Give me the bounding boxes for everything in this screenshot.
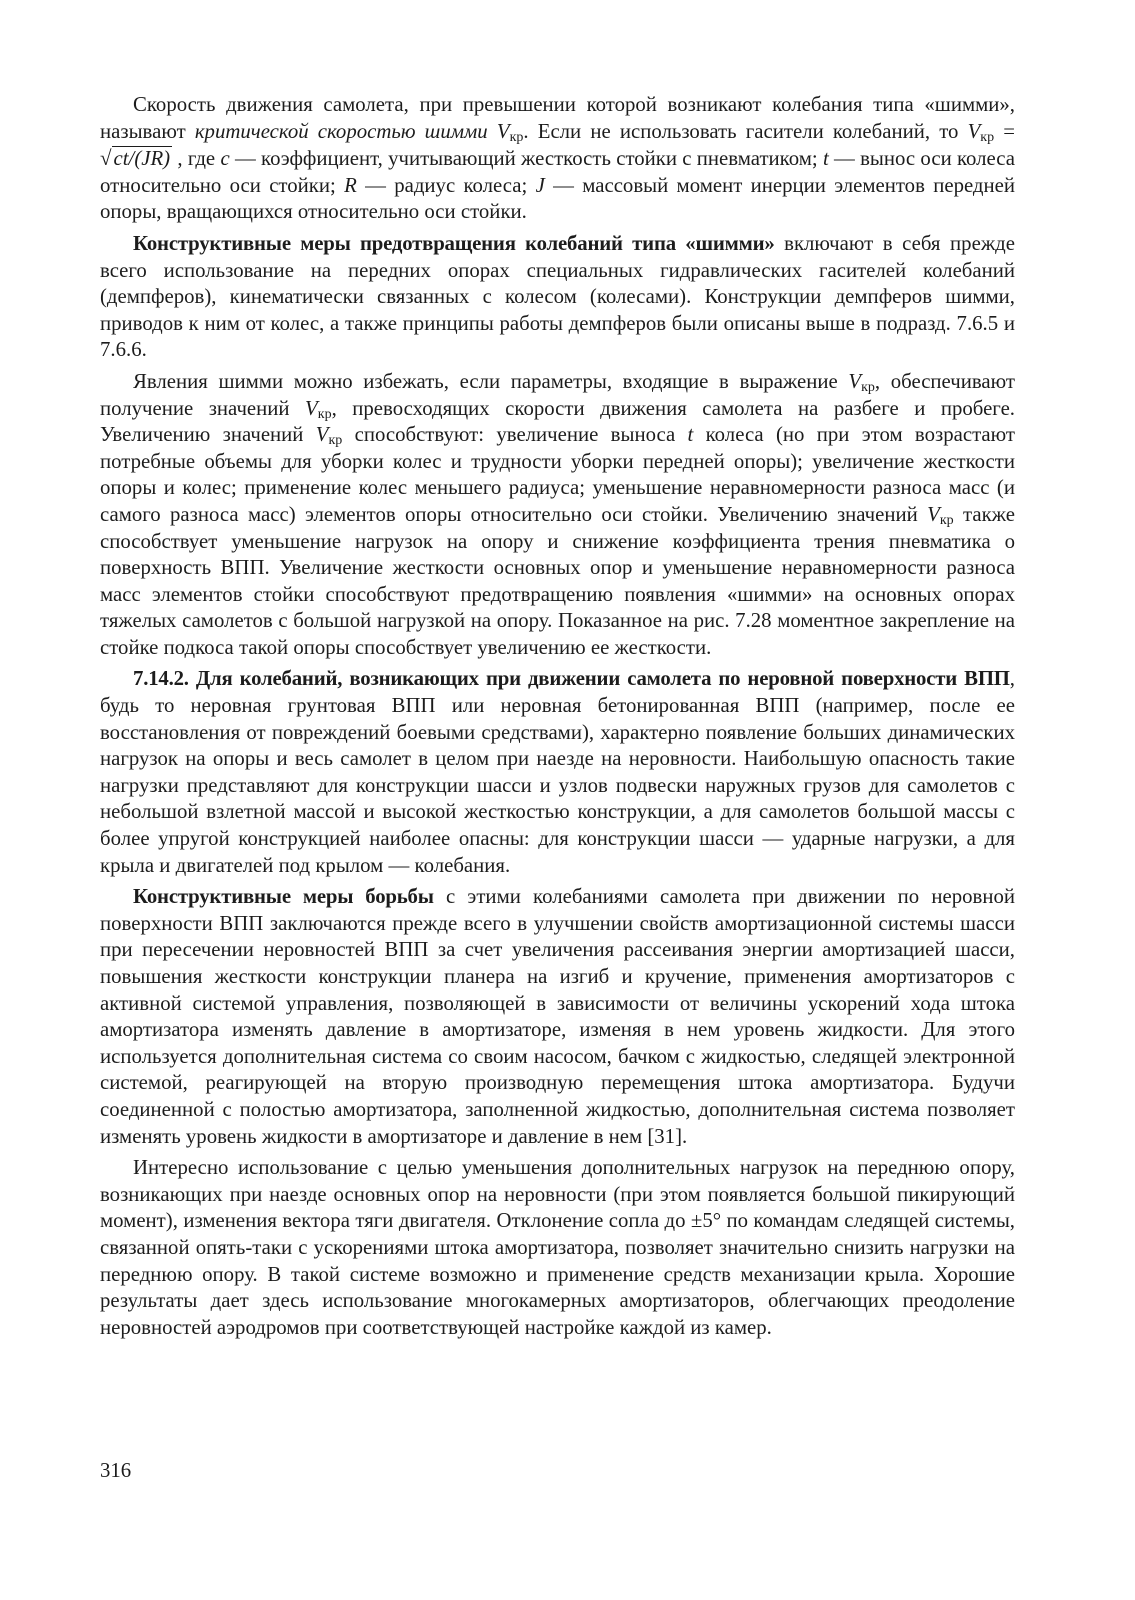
- symbol-v: V: [967, 119, 981, 143]
- symbol-t: t: [687, 423, 694, 447]
- subscript-kr: кр: [861, 379, 875, 395]
- paragraph-shimmy-measures: [100, 231, 1015, 364]
- symbol-v: V: [305, 396, 318, 420]
- paragraph-thrust-vector: [100, 1155, 1015, 1341]
- text-span: — радиус колеса;: [356, 173, 536, 197]
- symbol-r: R: [344, 173, 357, 197]
- text-span: Интересно использование с целью уменьшения дополнительных нагрузок на переднюю опору, возникающих при наезде основных опор на неровности (при этом появляется большой пикирующий момент), изменения вектора тяги двигателя. Отклонение сопла до ±5° по командам следящей системы, связанной опять-таки с ускорениями штока амортизатора, позволяет значительно снизить нагрузки на переднюю опору. В такой системе возможно и применение средств механизации крыла. Хорошие результаты дает здесь использование многокамерных амортизаторов, облегчающих преодоление неровностей аэродромов при соответствующей настройке каждой из камер.: [100, 1156, 1015, 1339]
- text-span: Явления шимми можно избежать, если параметры, входящие в выражение: [133, 369, 849, 393]
- text-span: включают в себя прежде всего использование на передних опорах специальных гидравлических гасителей колебаний (демпферов), кинематически связанных с колесом (колесами). Конструкции демпферов шимми, приводов к ним от колес, а также принципы работы демпферов были описаны выше в подразд. 7.6.5 и 7.6.6.: [100, 231, 1015, 362]
- sqrt-radicand: ct/(JR): [113, 147, 171, 171]
- text-span: =: [994, 119, 1015, 143]
- sqrt-formula: [100, 147, 172, 170]
- text-span: , будь то неровная грунтовая ВПП или неровная бетонированная ВПП (например, после ее восстановления от повреждений боевыми средствами), характерно появление больших динамических нагрузок на опоры и весь самолет в целом при наезде на неровности. Наибольшую опасность такие нагрузки представляют для конструкции шасси и узлов подвески наружных грузов для самолетов с небольшой взлетной массой и высокой жесткостью конструкции, а для самолетов большой массы с более упругой конструкцией наиболее опасны: для конструкции шасси — ударные нагрузки, а для крыла и двигателей под крылом — колебания.: [100, 667, 1015, 877]
- text-span: способствуют: увеличение выноса: [342, 423, 688, 447]
- italic-term: критической скоростью шимми: [194, 119, 488, 143]
- symbol-v: V: [496, 119, 510, 143]
- symbol-v: V: [315, 423, 329, 447]
- bold-heading: Конструктивные меры предотвращения колебаний типа «шимми»: [133, 231, 775, 255]
- symbol-c: c: [220, 147, 230, 171]
- paragraph-shimmy-critical-speed: [100, 92, 1015, 226]
- text-span: . Если не использовать гасители колебаний, то: [523, 119, 968, 143]
- text-span: также способствует уменьшение нагрузок на опору и снижение коэффициента трения пневматика о поверхность ВПП. Увеличение жесткости основных опор и уменьшение неравномерности разноса масс элементов стойки способствуют предотвращению появления «шимми» на основных опорах тяжелых самолетов с большой нагрузкой на опору. Показанное на рис. 7.28 моментное закрепление на стойке подкоса такой опоры способствует увеличению ее жесткости.: [100, 502, 1016, 659]
- section-heading: 7.14.2. Для колебаний, возникающих при движении самолета по неровной поверхности ВПП: [133, 667, 1010, 691]
- paragraph-shimmy-avoidance: [100, 369, 1015, 662]
- text-span: , где: [172, 147, 221, 171]
- text-span: Скорость движения самолета, при превышении которой возникают колебания типа «шимми», называют: [100, 93, 1015, 143]
- text-span: — коэффициент, учитывающий жесткость стойки с пневматиком;: [229, 147, 823, 171]
- subscript-kr: кр: [509, 129, 524, 145]
- paragraph-countermeasures: [100, 884, 1015, 1150]
- subscript-kr: кр: [317, 406, 332, 422]
- symbol-t: t: [822, 147, 829, 171]
- text-span: , превосходящих скорости движения самолета на разбеге и пробеге. Увеличению значений: [100, 396, 1015, 447]
- symbol-j: J: [535, 173, 545, 197]
- paragraph-section-7-14-2: [100, 666, 1015, 879]
- text-span: , обеспечивают получение значений: [100, 369, 1015, 420]
- sqrt-sign-icon: √: [100, 146, 112, 171]
- symbol-v: V: [927, 502, 940, 526]
- text-span: — массовый момент инерции элементов передней опоры, вращающихся относительно оси стойки.: [100, 173, 1015, 224]
- subscript-kr: кр: [980, 129, 995, 145]
- bold-heading: Конструктивные меры борьбы: [133, 885, 434, 909]
- text-span: — вынос оси колеса относительно оси стойки;: [100, 147, 1015, 197]
- text-span: с этими колебаниями самолета при движении по неровной поверхности ВПП заключаются прежде всего в улучшении свойств амортизационной системы шасси при пересечении неровностей ВПП за счет увеличения рассеивания энергии амортизацией шасси, повышения жесткости конструкции планера на изгиб и кручение, применения амортизаторов с активной системой управления, позволяющей в зависимости от величины ускорений хода штока амортизатора изменять давление в амортизаторе, изменяя в нем уровень жидкости. Для этого используется дополнительная система со своим насосом, бачком с жидкостью, следящей электронной системой, реагирующей на вторую производную перемещения штока амортизатора. Будучи соединенной с полостью амортизатора, заполненной жидкостью, дополнительная система позволяет изменять уровень жидкости в амортизаторе и давление в нем [31].: [100, 885, 1015, 1148]
- subscript-kr: кр: [939, 512, 954, 528]
- subscript-kr: кр: [328, 433, 343, 449]
- symbol-v: V: [848, 369, 862, 393]
- text-span: колеса (но при этом возрастают потребные объемы для уборки колес и трудности уборки передней опоры); увеличение жесткости опоры и колес; применение колес меньшего радиуса; уменьшение неравномерности разноса масс (и самого разноса масс) элементов опоры относительно оси стойки. Увеличению значений: [100, 423, 1015, 526]
- page-number: 316: [100, 1459, 132, 1482]
- page-body: [100, 92, 1015, 1346]
